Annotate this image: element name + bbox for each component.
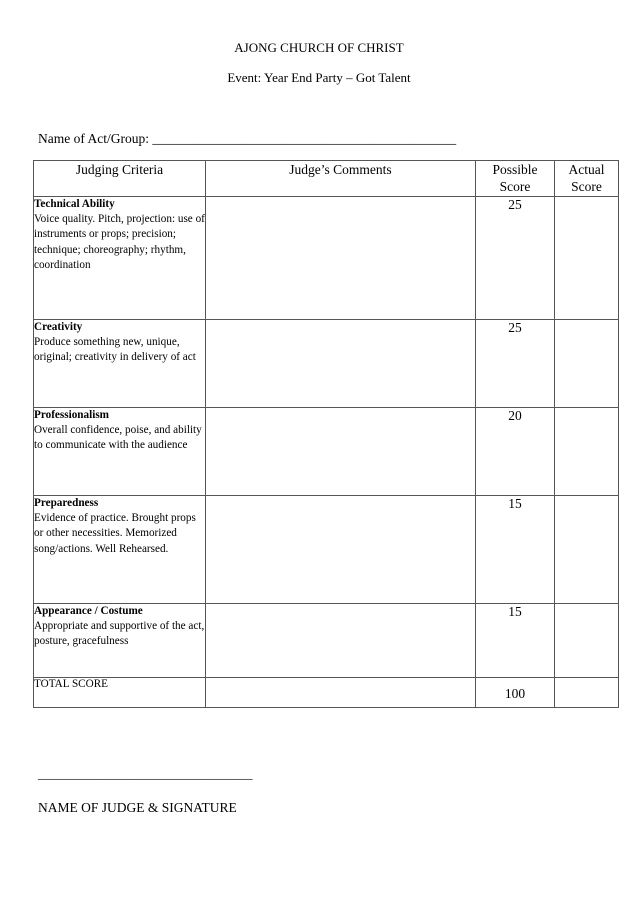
actual-score-cell[interactable] <box>555 604 619 678</box>
criterion-cell <box>34 197 206 320</box>
table-row <box>34 408 619 496</box>
criterion-cell <box>34 320 206 408</box>
header-judging-criteria: Judging Criteria <box>34 161 206 197</box>
criterion-name: Preparedness <box>34 497 99 509</box>
criterion-description: Evidence of practice. Brought props or other necessities. Memorized song/actions. Well Rehearsed. <box>34 512 196 555</box>
possible-score-cell: 25 <box>476 320 555 408</box>
table-row <box>34 496 619 604</box>
total-comments-cell[interactable] <box>206 678 476 708</box>
act-name-field[interactable] <box>38 131 456 147</box>
table-row <box>34 197 619 320</box>
total-possible-score: 100 <box>476 678 555 708</box>
criterion-name: Professionalism <box>34 409 109 421</box>
possible-score-cell: 25 <box>476 197 555 320</box>
organization-title: AJONG CHURCH OF CHRIST <box>234 40 404 55</box>
actual-score-cell[interactable] <box>555 408 619 496</box>
comments-cell[interactable] <box>206 496 476 604</box>
event-title: Event: Year End Party – Got Talent <box>227 70 411 85</box>
possible-score-cell: 15 <box>476 604 555 678</box>
criterion-cell <box>34 604 206 678</box>
possible-score-cell: 20 <box>476 408 555 496</box>
criterion-cell <box>34 496 206 604</box>
criterion-description: Appropriate and supportive of the act, posture, gracefulness <box>34 620 205 648</box>
possible-score-cell: 15 <box>476 496 555 604</box>
act-name-label: Name of Act/Group: <box>38 131 149 146</box>
signature-label: NAME OF JUDGE & SIGNATURE <box>38 800 237 815</box>
criterion-name: Technical Ability <box>34 198 115 210</box>
comments-cell[interactable] <box>206 197 476 320</box>
total-row <box>34 678 619 708</box>
comments-cell[interactable] <box>206 320 476 408</box>
criterion-description: Overall confidence, poise, and ability to communicate with the audience <box>34 424 202 452</box>
actual-score-cell[interactable] <box>555 320 619 408</box>
table-row <box>34 320 619 408</box>
actual-score-cell[interactable] <box>555 496 619 604</box>
table-row <box>34 604 619 678</box>
criterion-description: Produce something new, unique, original; creativity in delivery of act <box>34 336 196 364</box>
header-actual-score: Actual Score <box>555 161 619 197</box>
act-name-blank[interactable]: _____________________________________________ <box>152 131 457 146</box>
comments-cell[interactable] <box>206 408 476 496</box>
table-header-row <box>34 161 619 197</box>
criterion-cell <box>34 408 206 496</box>
total-score-label: TOTAL SCORE <box>34 678 206 708</box>
scoring-table <box>33 160 619 708</box>
actual-score-cell[interactable] <box>555 197 619 320</box>
criterion-description: Voice quality. Pitch, projection: use of instruments or props; precision; technique; choreography; rhythm, coordination <box>34 213 205 271</box>
signature-line[interactable]: _________________________________ <box>38 766 253 781</box>
total-actual-score[interactable] <box>555 678 619 708</box>
header-possible-score: Possible Score <box>476 161 555 197</box>
criterion-name: Creativity <box>34 321 83 333</box>
comments-cell[interactable] <box>206 604 476 678</box>
header-judges-comments: Judge’s Comments <box>206 161 476 197</box>
criterion-name: Appearance / Costume <box>34 605 143 617</box>
